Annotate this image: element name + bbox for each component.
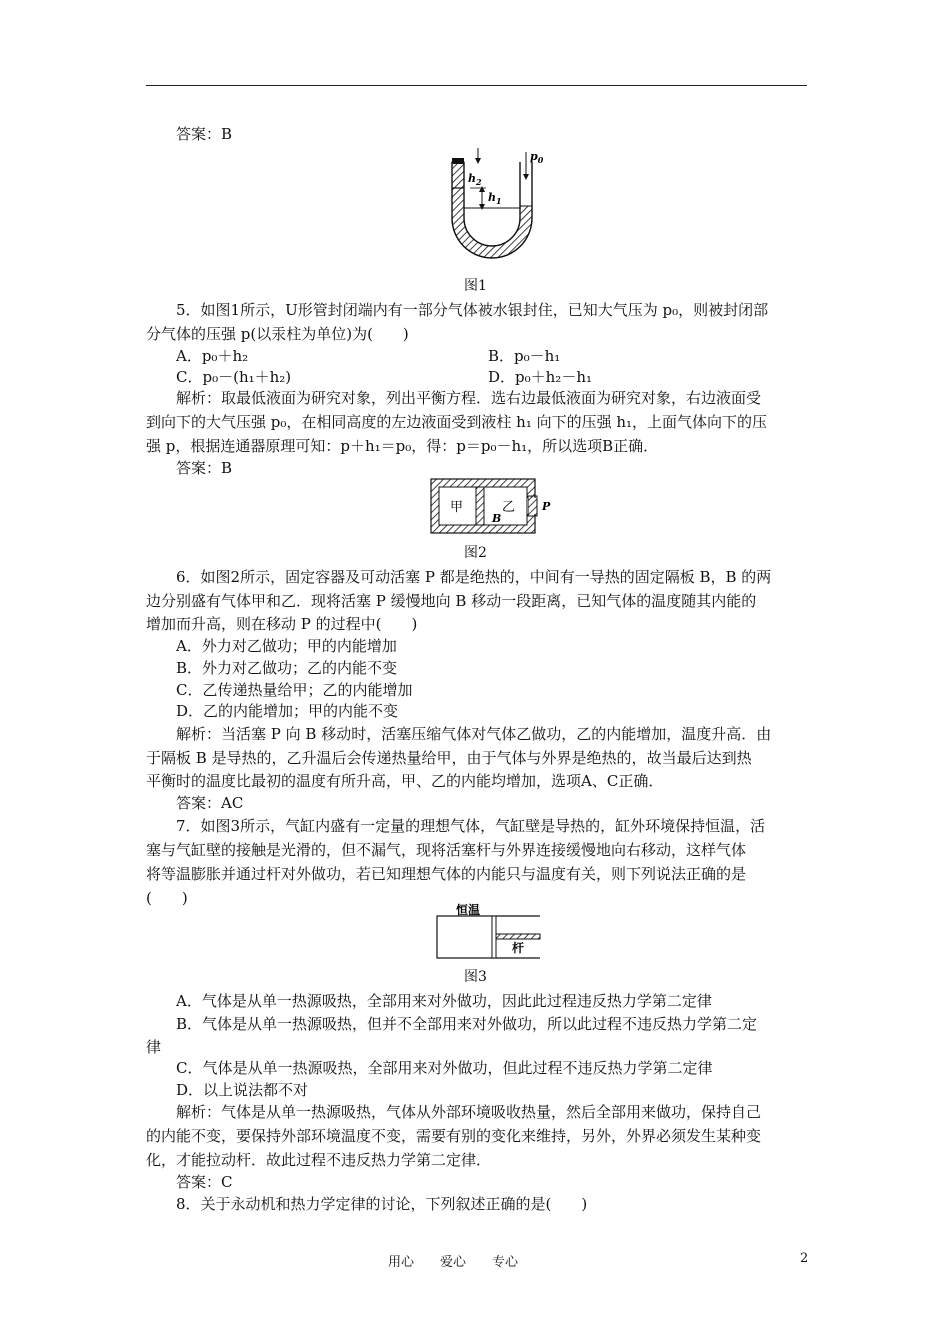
header-rule: [146, 85, 807, 86]
q6-option-d: D．乙的内能增加；甲的内能不变: [176, 702, 399, 720]
fig1-label-h1: $h_1$: [488, 191, 502, 206]
q5-analysis1: 解析：取最低液面为研究对象，列出平衡方程．选右边最低液面为研究对象，右边液面受: [176, 389, 762, 407]
q5-analysis2: 到向下的大气压强 p₀，在相同高度的左边液面受到液柱 h₁ 向下的压强 h₁，上面气体向下的压: [146, 413, 768, 431]
q6-analysis1: 解析：当活塞 P 向 B 移动时，活塞压缩气体对气体乙做功，乙的内能增加，温度升高．由: [176, 725, 772, 743]
q7-option-b2: 律: [146, 1038, 162, 1056]
q7-line2: 塞与气缸壁的接触是光滑的，但不漏气，现将活塞杆与外界连接缓慢地向右移动，这样气体: [146, 841, 747, 859]
figure-1-caption: 图1: [464, 278, 487, 294]
q5-line2: 分气体的压强 p(以汞柱为单位)为( ): [146, 325, 409, 343]
figure-1-u-tube: [430, 148, 544, 268]
fig2-label-yi: 乙: [502, 500, 516, 515]
fig3-label-rod: 杆: [512, 941, 525, 955]
fig2-label-jia: 甲: [450, 500, 464, 515]
q5-option-d: D．p₀＋h₂－h₁: [488, 368, 592, 386]
q6-line3: 增加而升高，则在移动 P 的过程中( ): [146, 615, 418, 633]
fig2-label-p: P: [542, 500, 551, 513]
fig1-label-h2: $h_2$: [468, 172, 482, 187]
q6-answer: 答案：AC: [176, 794, 244, 812]
q6-option-b: B．外力对乙做功；乙的内能不变: [176, 659, 398, 677]
q6-line1: 6．如图2所示，固定容器及可动活塞 P 都是绝热的，中间有一导热的固定隔板 B，B 的两: [176, 568, 772, 586]
q6-analysis3: 平衡时的温度比最初的温度有所升高，甲、乙的内能均增加，选项A、C正确．: [146, 772, 664, 790]
figure-2-container: [430, 478, 560, 534]
footer-text: 用心 爱心 专心: [388, 1255, 519, 1270]
q7-analysis2: 的内能不变，要保持外部环境温度不变，需要有别的变化来维持，另外，外界必须发生某种变: [146, 1127, 762, 1145]
q6-analysis2: 于隔板 B 是导热的，乙升温后会传递热量给甲，由于气体与外界是绝热的，故当最后达到热: [146, 749, 752, 767]
q5-analysis3: 强 p，根据连通器原理可知：p＋h₁＝p₀，得：p＝p₀－h₁，所以选项B正确．: [146, 437, 659, 455]
q7-analysis1: 解析：气体是从单一热源吸热，气体从外部环境吸收热量，然后全部用来做功，保持自己: [176, 1103, 762, 1121]
q5-option-b: B．p₀－h₁: [488, 347, 561, 365]
page-number: 2: [800, 1251, 809, 1266]
q7-line1: 7．如图3所示，气缸内盛有一定量的理想气体，气缸壁是导热的，缸外环境保持恒温，活: [176, 817, 766, 835]
fig2-label-b: B: [492, 512, 502, 525]
q5-option-c: C．p₀－(h₁＋h₂): [176, 368, 292, 386]
q7-line4: ( ): [146, 889, 188, 907]
q5-answer: 答案：B: [176, 459, 233, 477]
q7-option-b1: B．气体是从单一热源吸热，但并不全部用来对外做功，所以此过程不违反热力学第二定: [176, 1015, 758, 1033]
q6-option-c: C．乙传递热量给甲；乙的内能增加: [176, 681, 413, 699]
q7-option-c: C．气体是从单一热源吸热，全部用来对外做功，但此过程不违反热力学第二定律: [176, 1059, 713, 1077]
fig3-label-const: 恒温: [456, 903, 481, 917]
figure-3-cylinder: [436, 903, 546, 960]
q7-answer: 答案：C: [176, 1173, 233, 1191]
q7-analysis3: 化，才能拉动杆．故此过程不违反热力学第二定律．: [146, 1151, 492, 1169]
q8-line1: 8．关于永动机和热力学定律的讨论，下列叙述正确的是( ): [176, 1195, 588, 1213]
q5-line1: 5．如图1所示，U形管封闭端内有一部分气体被水银封住，已知大气压为 p₀，则被封闭部: [176, 301, 769, 319]
figure-3-caption: 图3: [464, 969, 487, 985]
q7-option-a: A．气体是从单一热源吸热，全部用来对外做功，因此此过程违反热力学第二定律: [176, 992, 712, 1010]
figure-2-caption: 图2: [464, 545, 487, 561]
q6-line2: 边分别盛有气体甲和乙．现将活塞 P 缓慢地向 B 移动一段距离，已知气体的温度随其内能的: [146, 592, 757, 610]
q6-option-a: A．外力对乙做功；甲的内能增加: [176, 637, 397, 655]
q5-option-a: A．p₀＋h₂: [176, 347, 249, 365]
q7-line3: 将等温膨胀并通过杆对外做功，若已知理想气体的内能只与温度有关，则下列说法正确的是: [146, 865, 747, 883]
q7-option-d: D．以上说法都不对: [176, 1081, 309, 1099]
answer-prev: 答案：B: [176, 125, 233, 143]
fig1-label-p0: $p_0$: [530, 150, 544, 165]
